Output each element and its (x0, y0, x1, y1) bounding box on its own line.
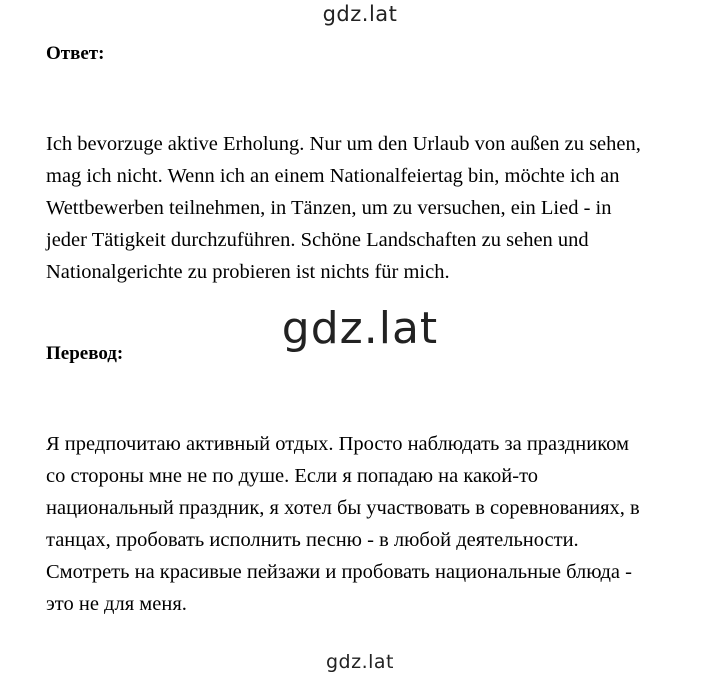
answer-line: jeder Tätigkeit durchzuführen. Schöne Landschaften zu sehen und (46, 229, 589, 251)
answer-line: Ich bevorzuge aktive Erholung. Nur um den Urlaub von außen zu sehen, (46, 133, 641, 155)
translation-line: Я предпочитаю активный отдых. Просто наблюдать за праздником (46, 433, 629, 455)
translation-paragraph (46, 428, 640, 620)
translation-line: это не для меня. (46, 593, 187, 615)
watermark-top: gdz.lat (322, 2, 398, 26)
translation-line: танцах, пробовать исполнить песню - в любой деятельности. (46, 529, 579, 551)
translation-line: со стороны мне не по душе. Если я попадаю на какой-то (46, 465, 539, 487)
answer-paragraph (46, 128, 641, 288)
translation-heading: Перевод: (46, 343, 124, 364)
watermark-middle: gdz.lat (281, 303, 439, 354)
watermark-bottom: gdz.lat (325, 651, 394, 673)
answer-line: mag ich nicht. Wenn ich an einem Nationalfeiertag bin, möchte ich an (46, 165, 620, 187)
translation-line: Смотреть на красивые пейзажи и пробовать национальные блюда - (46, 561, 632, 583)
answer-heading: Ответ: (46, 43, 105, 64)
translation-line: национальный праздник, я хотел бы участвовать в соревнованиях, в (46, 497, 640, 519)
answer-line: Wettbewerben teilnehmen, in Tänzen, um zu versuchen, ein Lied - in (46, 197, 612, 219)
answer-line: Nationalgerichte zu probieren ist nichts für mich. (46, 261, 450, 283)
